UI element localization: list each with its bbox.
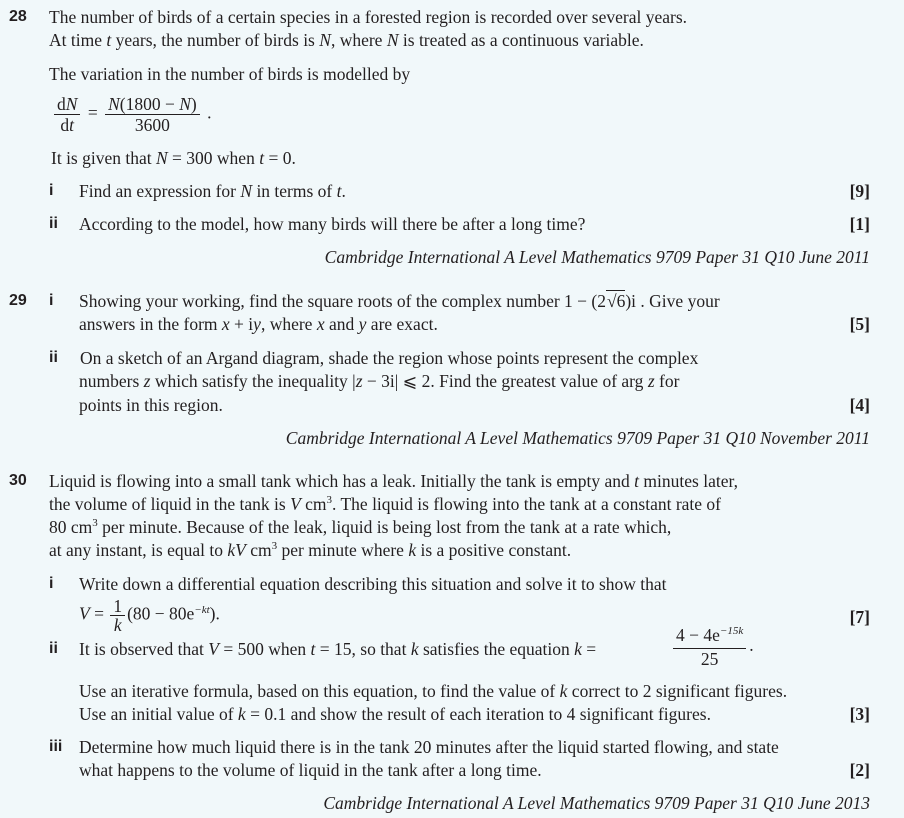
text-fragment: (80 − 80e: [127, 603, 195, 624]
volume-equation: [79, 597, 220, 634]
text-fragment: k: [408, 540, 417, 560]
text-fragment: [194, 604, 209, 616]
part-text: [79, 703, 711, 725]
model-statement: The variation in the number of birds is modelled by: [49, 64, 411, 84]
text-fragment: = 500 when: [218, 639, 311, 659]
text-fragment: .: [341, 181, 346, 201]
part-text: [79, 290, 720, 312]
text-fragment: kV: [227, 540, 246, 560]
part-text: Determine how much liquid there is in the tank 20 minutes after the liquid started flowing, and state: [79, 737, 779, 757]
text-fragment: z: [647, 371, 655, 391]
part-text: [79, 680, 787, 702]
text-fragment: , where: [330, 30, 387, 50]
text-fragment: Liquid is flowing into a small tank which has a leak. Initially the tank is empty and: [49, 471, 635, 491]
text-fragment: V: [208, 639, 219, 659]
source-citation: Cambridge International A Level Mathematics 9709 Paper 31 Q10 June 2011: [324, 247, 870, 267]
part-label: ii: [49, 349, 58, 366]
text-fragment: dt: [60, 115, 75, 135]
text-fragment: for: [654, 371, 680, 391]
part-label: i: [49, 292, 54, 309]
text-fragment: . The liquid is flowing into the tank at a constant rate of: [332, 494, 722, 514]
text-fragment: t: [259, 148, 265, 168]
text-fragment: which satisfy the inequality: [150, 371, 353, 391]
marks-badge: [9]: [849, 181, 870, 201]
text-fragment: y: [358, 314, 367, 334]
text-fragment: , where: [260, 314, 317, 334]
text-fragment: are exact.: [366, 314, 438, 334]
text-fragment: =: [89, 603, 109, 624]
marks-badge: [7]: [849, 607, 870, 627]
text-fragment: numbers: [79, 371, 144, 391]
source-citation: Cambridge International A Level Mathematics 9709 Paper 31 Q10 November 2011: [285, 428, 870, 448]
text-fragment: correct to 2 significant figures.: [567, 681, 788, 701]
source-citation: Cambridge International A Level Mathematics 9709 Paper 31 Q10 June 2013: [323, 793, 870, 813]
text-fragment: 3: [326, 494, 333, 506]
text-fragment: Use an initial value of: [79, 704, 238, 724]
text-fragment: cm: [300, 494, 327, 514]
text-fragment: )i . Give your: [625, 291, 720, 311]
question-intro-line: [49, 516, 671, 541]
text-fragment: answers in the form: [79, 314, 222, 334]
text-fragment: It is observed that: [79, 639, 209, 659]
text-fragment: 3: [92, 517, 98, 529]
fraction-lhs: [54, 94, 80, 135]
text-fragment: [720, 625, 743, 637]
text-fragment: is a positive constant.: [416, 540, 572, 560]
text-fragment: N: [155, 148, 168, 168]
text-fragment: Find an expression for: [79, 181, 241, 201]
text-fragment: N: [319, 30, 331, 50]
text-fragment: V: [290, 494, 301, 514]
text-fragment: x: [221, 314, 230, 334]
text-fragment: k: [559, 681, 568, 701]
text-fragment: t: [634, 471, 640, 491]
text-fragment: = 0.: [264, 148, 296, 168]
text-fragment: satisfies the equation: [418, 639, 575, 659]
part-text: Write down a differential equation describing this situation and solve it to show that: [79, 574, 667, 594]
text-fragment: The number of birds of a certain species in a forested region is recorded over several years.: [49, 7, 687, 27]
text-fragment: 1: [110, 597, 125, 616]
text-fragment: [673, 625, 746, 649]
marks-badge: [2]: [849, 760, 870, 780]
text-fragment: ).: [209, 603, 220, 624]
text-fragment: Showing your working, find the square roots of the complex number 1 − (2: [79, 291, 606, 311]
part-text: On a sketch of an Argand diagram, shade the region whose points represent the complex: [80, 348, 699, 368]
question-intro-line: [49, 6, 687, 28]
text-fragment: t: [310, 639, 316, 659]
question-intro-line: [49, 470, 738, 492]
question-number: 28: [9, 8, 27, 25]
marks-badge: [4]: [849, 395, 870, 415]
text-fragment: = 15, so that: [315, 639, 411, 659]
text-fragment: k: [237, 704, 246, 724]
differential-equation: [51, 94, 211, 135]
text-fragment: is treated as a continuous variable.: [398, 30, 644, 50]
text-fragment: .: [207, 102, 212, 123]
text-fragment: 25: [700, 649, 719, 669]
text-fragment: =: [581, 639, 597, 659]
marks-badge: [1]: [849, 214, 870, 234]
text-fragment: per minute. Because of the leak, liquid is being lost from the tank at a rate which,: [97, 517, 672, 537]
text-fragment: t: [69, 115, 75, 135]
part-text: According to the model, how many birds will there be after a long time?: [79, 214, 586, 234]
text-fragment: per minute where: [277, 540, 409, 560]
text-fragment: 3600: [134, 115, 170, 135]
part-text: what happens to the volume of liquid in the tank after a long time.: [79, 760, 542, 780]
text-fragment: .: [749, 635, 754, 656]
text-fragment: z: [143, 371, 151, 391]
part-text: [79, 313, 438, 335]
iteration-equation-fraction: [670, 625, 754, 669]
part-text: points in this region.: [79, 395, 223, 415]
text-fragment: N: [179, 94, 191, 114]
text-fragment: years, the number of birds is: [111, 30, 320, 50]
text-fragment: y: [253, 314, 261, 334]
text-fragment: and: [324, 314, 359, 334]
text-fragment: minutes later,: [639, 471, 738, 491]
text-fragment: k: [410, 639, 419, 659]
text-fragment: V: [79, 603, 90, 624]
text-fragment: − 3i|: [362, 371, 399, 391]
text-fragment: k: [574, 639, 582, 659]
text-fragment: N: [65, 94, 78, 114]
marks-badge: [5]: [849, 314, 870, 334]
text-fragment: N: [386, 30, 399, 50]
marks-badge: [3]: [849, 704, 870, 724]
part-label: ii: [49, 215, 58, 232]
question-intro-line: [49, 539, 571, 564]
text-fragment: cm: [245, 540, 272, 560]
text-fragment: −15k: [719, 625, 744, 637]
text-fragment: ⩽ 2. Find the greatest value of arg: [398, 371, 648, 391]
part-label: iii: [49, 738, 63, 755]
text-fragment: Use an iterative formula, based on this equation, to find the value of: [79, 681, 560, 701]
part-label: i: [49, 182, 54, 199]
text-fragment: |: [352, 371, 356, 391]
text-fragment: in terms of: [252, 181, 337, 201]
fraction-rhs: [105, 94, 200, 135]
text-fragment: k: [113, 615, 122, 635]
part-label: ii: [49, 640, 58, 657]
question-intro-line: [49, 29, 644, 51]
text-fragment: 80 cm: [49, 517, 93, 537]
text-fragment: N(1800 − N): [105, 94, 200, 115]
text-fragment: dN: [54, 94, 80, 115]
fraction: [673, 625, 746, 669]
part-text: [79, 180, 346, 202]
text-fragment: + i: [229, 314, 254, 334]
text-fragment: t: [106, 30, 112, 50]
text-fragment: =: [87, 102, 98, 123]
text-fragment: 3: [271, 540, 278, 552]
text-fragment: N: [108, 94, 120, 114]
part-text: [79, 638, 596, 660]
text-fragment: 4 − 4e: [676, 625, 720, 645]
text-fragment: t: [336, 181, 342, 201]
text-fragment: It is given that: [51, 148, 156, 168]
square-root: √6: [607, 291, 626, 311]
question-number: 30: [9, 472, 27, 489]
text-fragment: z: [355, 371, 363, 391]
question-intro-line: [49, 493, 721, 518]
text-fragment: x: [316, 314, 325, 334]
fraction: [110, 597, 125, 634]
part-text: [79, 370, 679, 392]
text-fragment: = 0.1 and show the result of each iteration to 4 significant figures.: [245, 704, 711, 724]
text-fragment: At time: [49, 30, 107, 50]
question-number: 29: [9, 292, 27, 309]
initial-condition: [51, 147, 296, 169]
text-fragment: N: [240, 181, 253, 201]
text-fragment: the volume of liquid in the tank is: [49, 494, 291, 514]
part-label: i: [49, 575, 54, 592]
text-fragment: = 300 when: [167, 148, 260, 168]
text-fragment: at any instant, is equal to: [49, 540, 228, 560]
text-fragment: −kt: [194, 603, 210, 616]
